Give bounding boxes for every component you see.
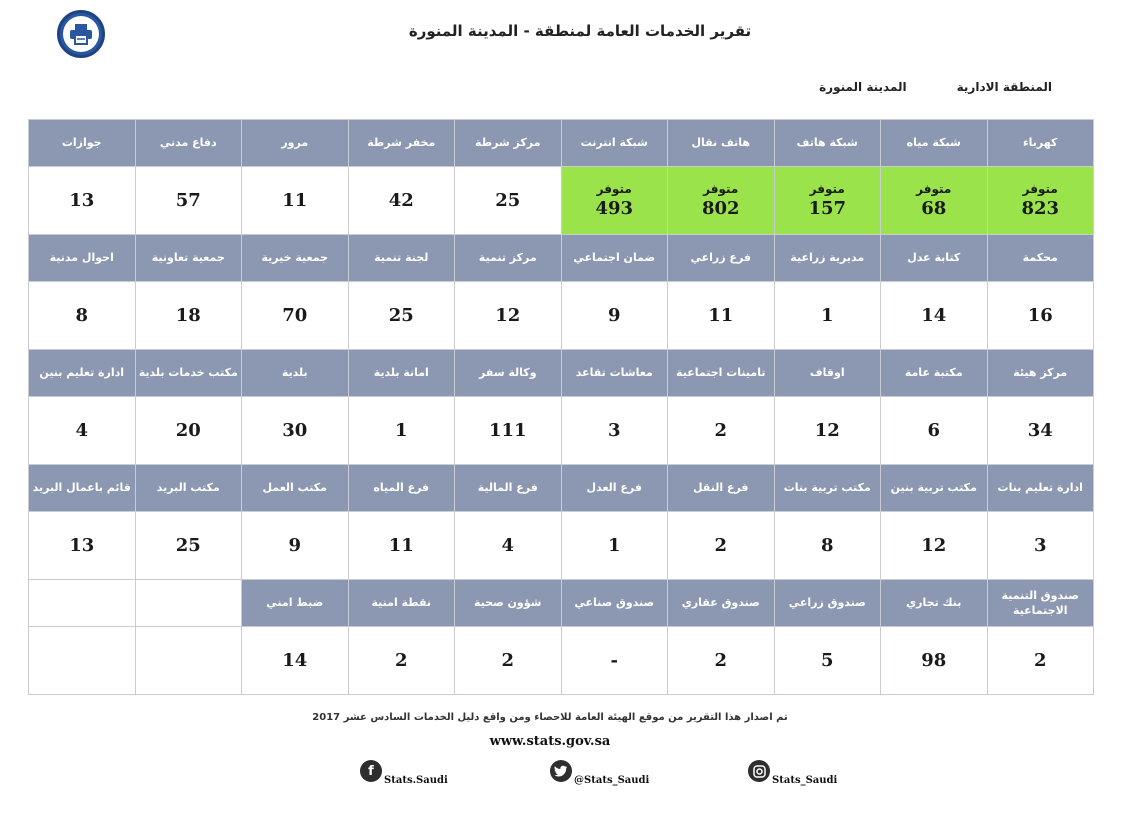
- service-value: 8: [774, 512, 881, 580]
- page-title: تقرير الخدمات العامة لمنطقة - المدينة المنورة: [408, 22, 752, 40]
- print-button[interactable]: [57, 10, 105, 58]
- header-row: [29, 580, 1094, 627]
- service-header: فرع المالية: [455, 465, 562, 512]
- service-value: 2: [348, 627, 455, 695]
- service-header: ضمان اجتماعي: [561, 235, 668, 282]
- printer-icon: [63, 16, 99, 52]
- service-header: مكتب تربية بنين: [881, 465, 988, 512]
- service-value: 2: [668, 627, 775, 695]
- instagram-icon: [748, 760, 770, 782]
- region-info: [700, 80, 1052, 100]
- service-value: 25: [455, 167, 562, 235]
- header-row: [29, 235, 1094, 282]
- service-value: 42: [348, 167, 455, 235]
- value-row: [29, 512, 1094, 580]
- service-value: 12: [455, 282, 562, 350]
- service-header: مركز شرطة: [455, 120, 562, 167]
- service-header: لجنة تنمية: [348, 235, 455, 282]
- service-value: 18: [135, 282, 242, 350]
- service-value: 12: [774, 397, 881, 465]
- service-header: شبكة انترنت: [561, 120, 668, 167]
- available-label: متوفر: [596, 181, 632, 196]
- service-value: 2: [668, 397, 775, 465]
- available-label: متوفر: [703, 181, 739, 196]
- service-value: 13: [29, 167, 136, 235]
- service-header: امانة بلدية: [348, 350, 455, 397]
- services-table: [28, 119, 1094, 695]
- service-header: فرع النقل: [668, 465, 775, 512]
- facebook-link[interactable]: [360, 760, 448, 786]
- service-header: صندوق عقاري: [668, 580, 775, 627]
- empty-cell: [135, 627, 242, 695]
- service-header: مديرية زراعية: [774, 235, 881, 282]
- available-label: متوفر: [1022, 181, 1058, 196]
- service-value: 3: [987, 512, 1094, 580]
- service-value: 1: [561, 512, 668, 580]
- service-value: 34: [987, 397, 1094, 465]
- service-header: مكتبة عامة: [881, 350, 988, 397]
- facebook-icon: f: [360, 760, 382, 782]
- service-value: 2: [668, 512, 775, 580]
- service-value: [881, 167, 988, 235]
- region-value: المدينة المنورة: [819, 80, 907, 94]
- service-value: 3: [561, 397, 668, 465]
- service-value: 30: [242, 397, 349, 465]
- service-value: 25: [135, 512, 242, 580]
- service-value: 11: [242, 167, 349, 235]
- service-value: 4: [29, 397, 136, 465]
- service-header: اوقاف: [774, 350, 881, 397]
- service-header: محكمة: [987, 235, 1094, 282]
- service-header: مركز تنمية: [455, 235, 562, 282]
- service-header: جمعية تعاونية: [135, 235, 242, 282]
- service-count: 157: [808, 197, 847, 219]
- instagram-link[interactable]: [748, 760, 838, 786]
- available-label: متوفر: [916, 181, 952, 196]
- service-value: 9: [242, 512, 349, 580]
- service-header: كتابة عدل: [881, 235, 988, 282]
- instagram-handle: Stats_Saudi: [772, 775, 838, 786]
- service-header: فرع المياه: [348, 465, 455, 512]
- service-value: 111: [455, 397, 562, 465]
- service-value: 4: [455, 512, 562, 580]
- service-value: 9: [561, 282, 668, 350]
- service-header: فرع العدل: [561, 465, 668, 512]
- twitter-handle: @Stats_Saudi: [574, 775, 650, 786]
- service-header: شؤون صحية: [455, 580, 562, 627]
- twitter-icon: [550, 760, 572, 782]
- service-header: كهرباء: [987, 120, 1094, 167]
- service-value: 16: [987, 282, 1094, 350]
- value-row: [29, 397, 1094, 465]
- service-header: مخفر شرطة: [348, 120, 455, 167]
- service-value: [774, 167, 881, 235]
- header-row: [29, 350, 1094, 397]
- service-header: مكتب البريد: [135, 465, 242, 512]
- value-row: [29, 167, 1094, 235]
- facebook-handle: Stats.Saudi: [384, 775, 448, 786]
- empty-cell: [135, 580, 242, 627]
- service-value: 57: [135, 167, 242, 235]
- service-value: 12: [881, 512, 988, 580]
- service-value: 5: [774, 627, 881, 695]
- available-label: متوفر: [809, 181, 845, 196]
- empty-cell: [29, 627, 136, 695]
- service-header: معاشات تقاعد: [561, 350, 668, 397]
- service-header: صندوق زراعي: [774, 580, 881, 627]
- empty-cell: [29, 580, 136, 627]
- service-header: مرور: [242, 120, 349, 167]
- service-header: شبكة هاتف: [774, 120, 881, 167]
- service-value: 2: [455, 627, 562, 695]
- service-value: 1: [774, 282, 881, 350]
- service-header: جمعية خيرية: [242, 235, 349, 282]
- service-header: نقطة امنية: [348, 580, 455, 627]
- service-header: وكالة سفر: [455, 350, 562, 397]
- service-header: تامينات اجتماعية: [668, 350, 775, 397]
- service-value: -: [561, 627, 668, 695]
- service-header: جوازات: [29, 120, 136, 167]
- service-count: 802: [701, 197, 740, 219]
- service-value: 14: [881, 282, 988, 350]
- service-value: 11: [668, 282, 775, 350]
- service-value: 11: [348, 512, 455, 580]
- service-value: 25: [348, 282, 455, 350]
- website-link[interactable]: www.stats.gov.sa: [489, 734, 611, 749]
- service-value: 2: [987, 627, 1094, 695]
- service-header: مكتب تربية بنات: [774, 465, 881, 512]
- service-value: 1: [348, 397, 455, 465]
- service-header: دفاع مدني: [135, 120, 242, 167]
- service-header: ضبط امني: [242, 580, 349, 627]
- region-label: المنطقة الادارية: [956, 80, 1052, 94]
- service-value: 70: [242, 282, 349, 350]
- service-header: بلدية: [242, 350, 349, 397]
- service-header: ادارة تعليم بنات: [987, 465, 1094, 512]
- twitter-link[interactable]: [550, 760, 650, 786]
- service-header: مركز هيئة: [987, 350, 1094, 397]
- footer-note: تم اصدار هذا التقرير من موقع الهيئة العامة للاحصاء ومن واقع دليل الخدمات السادس عشر 2017: [312, 712, 788, 723]
- service-header: ادارة تعليم بنين: [29, 350, 136, 397]
- service-header: قائم باعمال البريد: [29, 465, 136, 512]
- service-count: 68: [921, 197, 947, 219]
- service-header: مكتب العمل: [242, 465, 349, 512]
- service-value: [561, 167, 668, 235]
- service-value: 14: [242, 627, 349, 695]
- service-value: 13: [29, 512, 136, 580]
- service-count: 823: [1021, 197, 1060, 219]
- header-row: [29, 120, 1094, 167]
- service-header: صندوق صناعي: [561, 580, 668, 627]
- service-value: [987, 167, 1094, 235]
- value-row: [29, 627, 1094, 695]
- service-count: 493: [595, 197, 634, 219]
- service-header: صندوق التنمية الاجتماعية: [987, 580, 1094, 627]
- service-header: مكتب خدمات بلدية: [135, 350, 242, 397]
- service-header: هاتف نقال: [668, 120, 775, 167]
- service-value: 98: [881, 627, 988, 695]
- service-header: شبكة مياه: [881, 120, 988, 167]
- service-value: 20: [135, 397, 242, 465]
- header-row: [29, 465, 1094, 512]
- service-value: 8: [29, 282, 136, 350]
- service-value: 6: [881, 397, 988, 465]
- service-header: احوال مدنية: [29, 235, 136, 282]
- service-header: فرع زراعي: [668, 235, 775, 282]
- value-row: [29, 282, 1094, 350]
- service-header: بنك تجاري: [881, 580, 988, 627]
- service-value: [668, 167, 775, 235]
